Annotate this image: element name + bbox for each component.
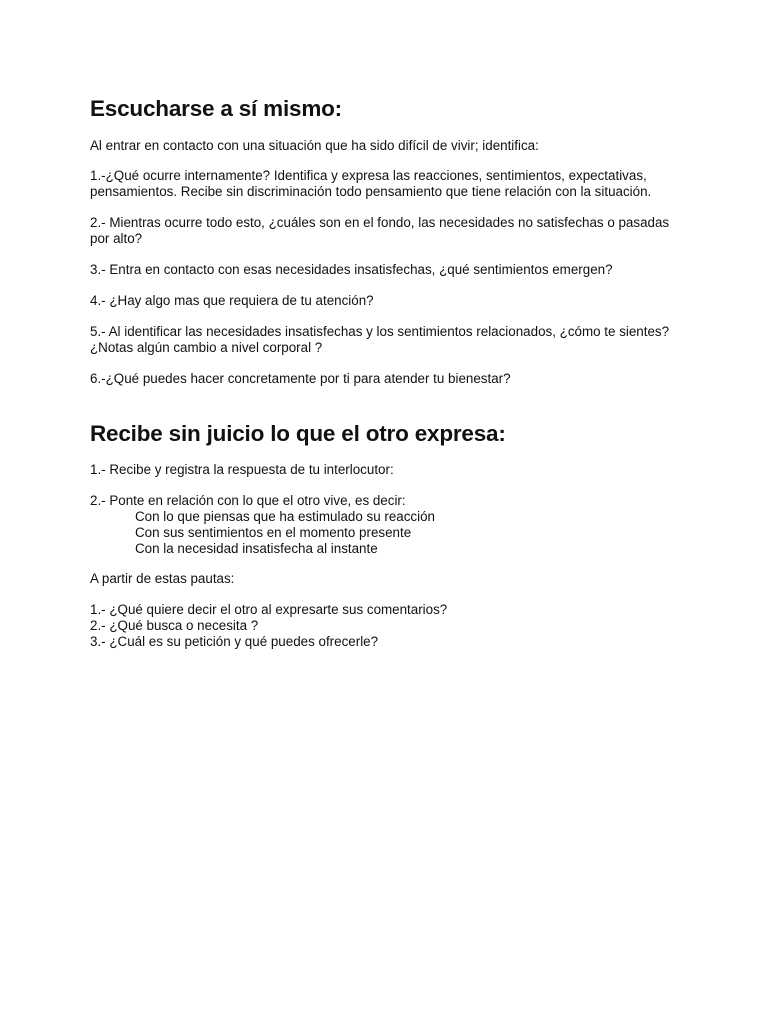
section-1-item-6: 6.-¿Qué puedes hacer concretamente por ti para atender tu bienestar? [90, 371, 511, 386]
guidelines-intro: A partir de estas pautas: [90, 571, 235, 586]
question-3: 3.- ¿Cuál es su petición y qué puedes ofrecerle? [90, 634, 379, 649]
section-1-item-2: 2.- Mientras ocurre todo esto, ¿cuáles son en el fondo, las necesidades no satisfechas o pasadas por alto? [90, 215, 670, 246]
section-1-item-3: 3.- Entra en contacto con esas necesidades insatisfechas, ¿qué sentimientos emergen? [90, 262, 613, 277]
section-1-item-1: 1.-¿Qué ocurre internamente? Identifica y expresa las reacciones, sentimientos, expectativas, pensamientos. Recibe sin discriminación todo pensamiento que tiene relación con la situación. [90, 168, 652, 199]
section-2-sub-item-1: Con lo que piensas que ha estimulado su reacción [135, 509, 435, 524]
section-2-sub-item-2: Con sus sentimientos en el momento presente [135, 525, 412, 540]
section-1-title: Escucharse a sí mismo: [90, 96, 342, 121]
section-1-item-5: 5.- Al identificar las necesidades insatisfechas y los sentimientos relacionados, ¿cómo te sientes? ¿Notas algún cambio a nivel corporal ? [90, 324, 670, 355]
section-1-item-4: 4.- ¿Hay algo mas que requiera de tu atención? [90, 293, 374, 308]
section-2-sub-item-3: Con la necesidad insatisfecha al instante [135, 541, 378, 556]
section-2-item-1: 1.- Recibe y registra la respuesta de tu interlocutor: [90, 462, 394, 477]
section-1-intro: Al entrar en contacto con una situación que ha sido difícil de vivir; identifica: [90, 138, 539, 153]
question-1: 1.- ¿Qué quiere decir el otro al expresarte sus comentarios? [90, 602, 448, 617]
question-2: 2.- ¿Qué busca o necesita ? [90, 618, 259, 633]
section-2-item-2: 2.- Ponte en relación con lo que el otro vive, es decir: [90, 493, 406, 508]
section-2-title: Recibe sin juicio lo que el otro expresa: [90, 421, 506, 446]
